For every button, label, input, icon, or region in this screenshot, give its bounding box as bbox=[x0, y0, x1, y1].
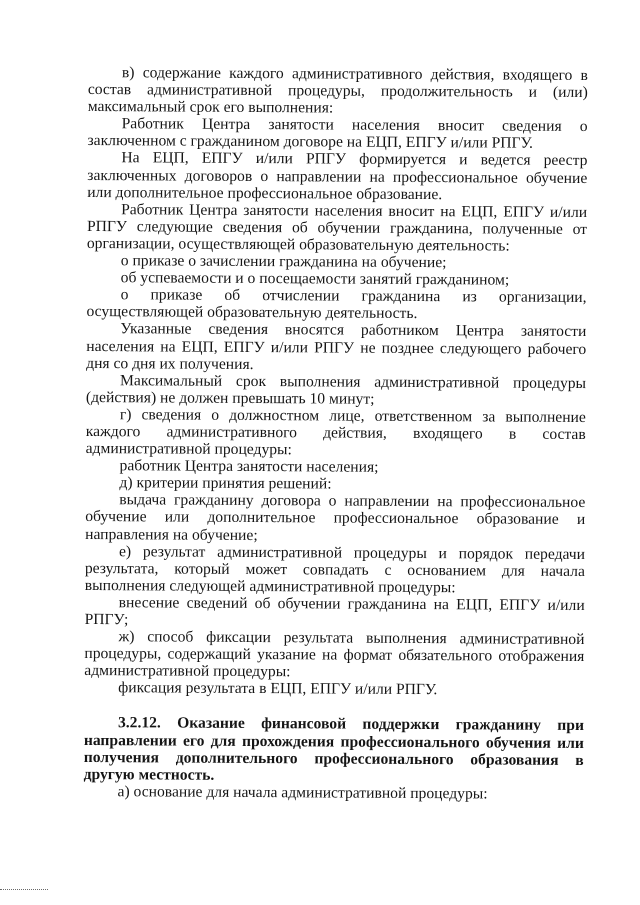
paragraph-contract-entry: Работник Центра занятости населения вносит сведения о заключенном с гражданином договоре на ЕЦП, ЕПГУ и/или РПГУ. bbox=[87, 115, 588, 153]
paragraph-max-duration: Максимальный срок выполнения административной процедуры (действия) не должен превышать 10 минут; bbox=[85, 371, 587, 408]
paragraph-contract-registry: На ЕЦП, ЕПГУ и/или РПГУ формируется и ведется реестр заключенных договоров о направлении на профессиональное обучение или дополнительное профессиональное образование. bbox=[87, 149, 588, 203]
paragraph-attendance: об успеваемости и о посещаемости занятий гражданином; bbox=[120, 269, 510, 289]
paragraph-item-zh-fixation: ж) способ фиксации результата выполнения административной процедуры, содержащий указание на формат обязательного отображения административной процедуры: bbox=[84, 628, 585, 681]
document-body bbox=[84, 64, 588, 803]
paragraph-training-info: Работник Центра занятости населения вносит на ЕЦП, ЕПГУ и/или РПГУ следующие сведения об обучении гражданина, полученные от организации, осуществляющей образовательную деятельность: bbox=[86, 200, 588, 255]
paragraph-item-e-result: е) результат административной процедуры и порядок передачи результата, который может совпадать с основанием для начала выполнения следующей административной процедуры: bbox=[84, 542, 586, 597]
paragraph-item-a-basis: а) основание для начала административной процедуры: bbox=[117, 783, 488, 803]
paragraph-item-v-content: в) содержание каждого административного действия, входящего в состав административной процедуры, продолжительность и (или) максимальный срок его выполнения: bbox=[87, 64, 588, 117]
paragraph-item-d-criteria: д) критерии принятия решений: bbox=[119, 474, 332, 493]
scan-edge-dots bbox=[0, 889, 48, 890]
section-heading: 3.2.12. Оказание финансовой поддержки гражданину при направлении его для прохождения профессионального обучения или получения дополнительного профессионального образования в другую местность. bbox=[83, 714, 585, 784]
paragraph-official-worker: работник Центра занятости населения; bbox=[119, 457, 379, 476]
paragraph-expulsion-order: о приказе об отчислении гражданина из организации, осуществляющей образовательную деятельность. bbox=[86, 286, 587, 323]
paragraph-fixation-result: фиксация результата в ЕЦП, ЕПГУ и/или РПГУ. bbox=[118, 679, 438, 699]
paragraph-result-entry: внесение сведений об обучении гражданина на ЕЦП, ЕПГУ и/или РПГУ; bbox=[84, 594, 585, 629]
paragraph-criteria-issue: выдача гражданину договора о направлении на профессиональное обучение или дополнительное профессиональное образование и направления на обучение; bbox=[85, 491, 586, 544]
paragraph-enrollment-order: о приказе о зачислении гражданина на обучение; bbox=[120, 252, 447, 272]
paragraph-item-g-official: г) сведения о должностном лице, ответственном за выполнение каждого административного действия, входящего в состав административной процедуры: bbox=[85, 406, 586, 459]
paragraph-entry-deadline: Указанные сведения вносятся работником Центра занятости населения на ЕЦП, ЕПГУ и/или РПГУ не позднее следующего рабочего дня со дня их получения. bbox=[86, 320, 587, 373]
